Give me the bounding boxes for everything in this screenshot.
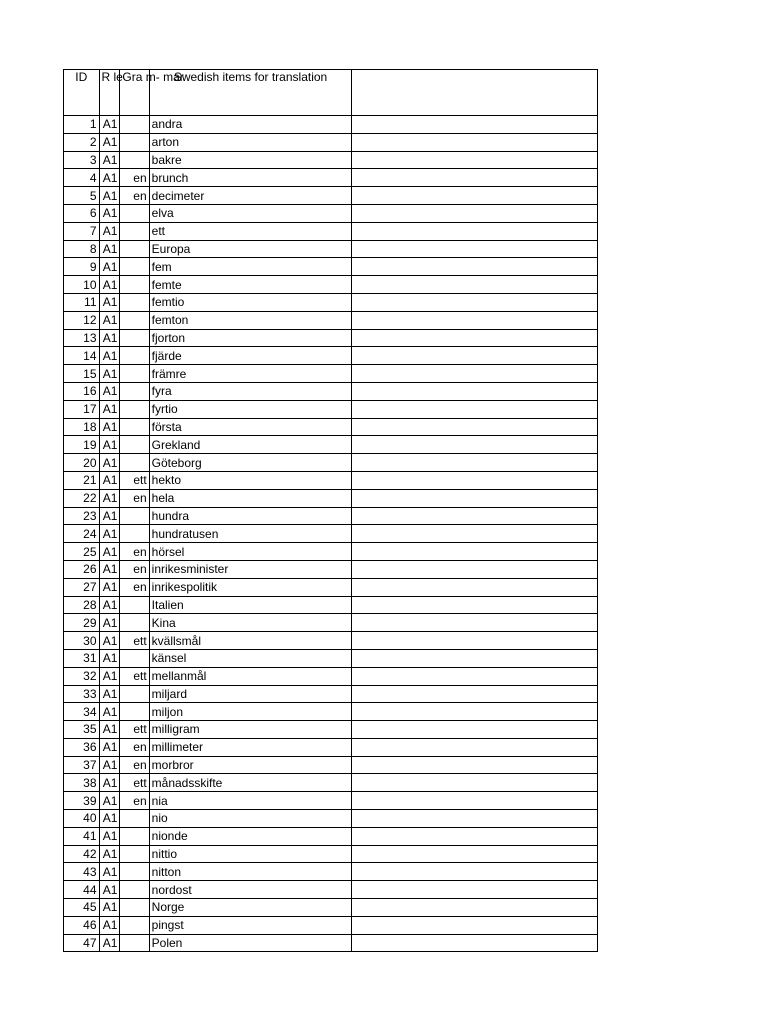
swedish-word-cell: pingst <box>149 916 352 934</box>
table-row <box>64 810 598 828</box>
level-cell: A1 <box>99 258 120 276</box>
table-row <box>64 845 598 863</box>
grammar-cell: ett <box>120 471 149 489</box>
table-row <box>64 329 598 347</box>
swedish-word-cell: hundra <box>149 507 352 525</box>
swedish-word-cell: Norge <box>149 899 352 917</box>
table-row <box>64 276 598 294</box>
level-cell: A1 <box>99 560 120 578</box>
swedish-word-cell: fyrtio <box>149 400 352 418</box>
level-cell: A1 <box>99 667 120 685</box>
swedish-word-cell: femton <box>149 311 352 329</box>
table-row <box>64 560 598 578</box>
swedish-word-cell: ett <box>149 222 352 240</box>
id-cell: 2 <box>64 133 100 151</box>
swedish-word-cell: decimeter <box>149 187 352 205</box>
translation-cell <box>352 258 598 276</box>
level-cell: A1 <box>99 756 120 774</box>
translation-cell <box>352 507 598 525</box>
level-cell: A1 <box>99 222 120 240</box>
id-cell: 25 <box>64 543 100 561</box>
grammar-cell <box>120 329 149 347</box>
table-row <box>64 311 598 329</box>
id-cell: 47 <box>64 934 100 952</box>
table-row <box>64 436 598 454</box>
id-cell: 27 <box>64 578 100 596</box>
id-cell: 6 <box>64 204 100 222</box>
translation-cell <box>352 116 598 134</box>
swedish-word-cell: känsel <box>149 649 352 667</box>
translation-cell <box>352 311 598 329</box>
translation-cell <box>352 276 598 294</box>
id-cell: 45 <box>64 899 100 917</box>
level-cell: A1 <box>99 738 120 756</box>
level-cell: A1 <box>99 471 120 489</box>
swedish-word-cell: fyra <box>149 382 352 400</box>
translation-cell <box>352 738 598 756</box>
translation-cell <box>352 489 598 507</box>
grammar-cell <box>120 204 149 222</box>
table-row <box>64 507 598 525</box>
translation-cell <box>352 899 598 917</box>
swedish-word-cell: månadsskifte <box>149 774 352 792</box>
translation-cell <box>352 614 598 632</box>
translation-cell <box>352 400 598 418</box>
grammar-cell <box>120 116 149 134</box>
id-cell: 26 <box>64 560 100 578</box>
id-cell: 39 <box>64 792 100 810</box>
swedish-word-cell: inrikesminister <box>149 560 352 578</box>
table-row <box>64 667 598 685</box>
grammar-cell <box>120 418 149 436</box>
table-row <box>64 916 598 934</box>
id-cell: 16 <box>64 382 100 400</box>
level-cell: A1 <box>99 934 120 952</box>
header-grammar: Gra m- mar <box>120 70 149 116</box>
table-row <box>64 116 598 134</box>
swedish-word-cell: elva <box>149 204 352 222</box>
swedish-word-cell: Europa <box>149 240 352 258</box>
translation-cell <box>352 792 598 810</box>
level-cell: A1 <box>99 133 120 151</box>
translation-cell <box>352 329 598 347</box>
translation-cell <box>352 916 598 934</box>
translation-cell <box>352 560 598 578</box>
level-cell: A1 <box>99 400 120 418</box>
level-cell: A1 <box>99 863 120 881</box>
grammar-cell <box>120 382 149 400</box>
translation-cell <box>352 133 598 151</box>
grammar-cell: ett <box>120 774 149 792</box>
grammar-cell <box>120 365 149 383</box>
table-row <box>64 489 598 507</box>
swedish-word-cell: femtio <box>149 293 352 311</box>
level-cell: A1 <box>99 649 120 667</box>
table-row <box>64 578 598 596</box>
table-row <box>64 863 598 881</box>
translation-cell <box>352 382 598 400</box>
level-cell: A1 <box>99 881 120 899</box>
grammar-cell <box>120 400 149 418</box>
table-row <box>64 204 598 222</box>
translation-cell <box>352 365 598 383</box>
grammar-cell <box>120 899 149 917</box>
id-cell: 4 <box>64 169 100 187</box>
translation-cell <box>352 436 598 454</box>
swedish-word-cell: miljon <box>149 703 352 721</box>
grammar-cell <box>120 222 149 240</box>
swedish-word-cell: hekto <box>149 471 352 489</box>
id-cell: 42 <box>64 845 100 863</box>
table-row <box>64 703 598 721</box>
id-cell: 10 <box>64 276 100 294</box>
id-cell: 18 <box>64 418 100 436</box>
level-cell: A1 <box>99 418 120 436</box>
table-row <box>64 827 598 845</box>
header-row <box>64 70 598 116</box>
header-id: ID <box>64 70 100 116</box>
id-cell: 17 <box>64 400 100 418</box>
swedish-word-cell: femte <box>149 276 352 294</box>
swedish-word-cell: Grekland <box>149 436 352 454</box>
header-swedish-items: Swedish items for translation <box>149 70 352 116</box>
translation-cell <box>352 756 598 774</box>
level-cell: A1 <box>99 721 120 739</box>
grammar-cell <box>120 311 149 329</box>
level-cell: A1 <box>99 774 120 792</box>
level-cell: A1 <box>99 596 120 614</box>
id-cell: 3 <box>64 151 100 169</box>
id-cell: 8 <box>64 240 100 258</box>
translation-cell <box>352 774 598 792</box>
id-cell: 32 <box>64 667 100 685</box>
id-cell: 33 <box>64 685 100 703</box>
table-row <box>64 596 598 614</box>
id-cell: 31 <box>64 649 100 667</box>
id-cell: 19 <box>64 436 100 454</box>
id-cell: 35 <box>64 721 100 739</box>
translation-cell <box>352 685 598 703</box>
translation-cell <box>352 881 598 899</box>
grammar-cell: en <box>120 738 149 756</box>
swedish-word-cell: brunch <box>149 169 352 187</box>
translation-cell <box>352 703 598 721</box>
id-cell: 36 <box>64 738 100 756</box>
id-cell: 7 <box>64 222 100 240</box>
id-cell: 46 <box>64 916 100 934</box>
level-cell: A1 <box>99 703 120 721</box>
swedish-word-cell: andra <box>149 116 352 134</box>
level-cell: A1 <box>99 916 120 934</box>
level-cell: A1 <box>99 489 120 507</box>
grammar-cell: en <box>120 187 149 205</box>
translation-cell <box>352 934 598 952</box>
id-cell: 28 <box>64 596 100 614</box>
translation-cell <box>352 471 598 489</box>
grammar-cell: ett <box>120 721 149 739</box>
table-row <box>64 400 598 418</box>
translation-cell <box>352 293 598 311</box>
grammar-cell: en <box>120 489 149 507</box>
table-row <box>64 899 598 917</box>
table-row <box>64 222 598 240</box>
swedish-word-cell: nordost <box>149 881 352 899</box>
id-cell: 40 <box>64 810 100 828</box>
id-cell: 14 <box>64 347 100 365</box>
swedish-word-cell: milligram <box>149 721 352 739</box>
table-row <box>64 738 598 756</box>
level-cell: A1 <box>99 578 120 596</box>
translation-cell <box>352 151 598 169</box>
grammar-cell: en <box>120 578 149 596</box>
table-row <box>64 934 598 952</box>
level-cell: A1 <box>99 365 120 383</box>
id-cell: 30 <box>64 632 100 650</box>
translation-cell <box>352 418 598 436</box>
grammar-cell <box>120 649 149 667</box>
table-row <box>64 418 598 436</box>
table-row <box>64 774 598 792</box>
level-cell: A1 <box>99 347 120 365</box>
swedish-word-cell: miljard <box>149 685 352 703</box>
translation-cell <box>352 596 598 614</box>
id-cell: 38 <box>64 774 100 792</box>
id-cell: 44 <box>64 881 100 899</box>
level-cell: A1 <box>99 685 120 703</box>
translation-cell <box>352 543 598 561</box>
level-cell: A1 <box>99 116 120 134</box>
grammar-cell: en <box>120 560 149 578</box>
swedish-word-cell: nionde <box>149 827 352 845</box>
grammar-cell <box>120 685 149 703</box>
table-row <box>64 525 598 543</box>
table-row <box>64 169 598 187</box>
level-cell: A1 <box>99 436 120 454</box>
swedish-word-cell: främre <box>149 365 352 383</box>
level-cell: A1 <box>99 810 120 828</box>
table-row <box>64 151 598 169</box>
swedish-word-cell: nia <box>149 792 352 810</box>
grammar-cell: en <box>120 756 149 774</box>
swedish-word-cell: arton <box>149 133 352 151</box>
table-row <box>64 240 598 258</box>
swedish-word-cell: nitton <box>149 863 352 881</box>
grammar-cell <box>120 151 149 169</box>
table-row <box>64 792 598 810</box>
translation-cell <box>352 827 598 845</box>
swedish-word-cell: kvällsmål <box>149 632 352 650</box>
grammar-cell <box>120 916 149 934</box>
id-cell: 11 <box>64 293 100 311</box>
swedish-word-cell: fjorton <box>149 329 352 347</box>
header-level: R le <box>99 70 120 116</box>
table-row <box>64 881 598 899</box>
swedish-word-cell: fjärde <box>149 347 352 365</box>
id-cell: 29 <box>64 614 100 632</box>
id-cell: 12 <box>64 311 100 329</box>
id-cell: 13 <box>64 329 100 347</box>
swedish-word-cell: morbror <box>149 756 352 774</box>
grammar-cell <box>120 525 149 543</box>
level-cell: A1 <box>99 240 120 258</box>
swedish-word-cell: Göteborg <box>149 454 352 472</box>
table-row <box>64 721 598 739</box>
table-row <box>64 382 598 400</box>
level-cell: A1 <box>99 151 120 169</box>
translation-cell <box>352 632 598 650</box>
swedish-word-cell: hörsel <box>149 543 352 561</box>
grammar-cell: ett <box>120 667 149 685</box>
table-row <box>64 685 598 703</box>
grammar-cell <box>120 827 149 845</box>
id-cell: 21 <box>64 471 100 489</box>
table-row <box>64 187 598 205</box>
id-cell: 15 <box>64 365 100 383</box>
grammar-cell <box>120 258 149 276</box>
swedish-word-cell: inrikespolitik <box>149 578 352 596</box>
translation-cell <box>352 578 598 596</box>
table-row <box>64 614 598 632</box>
swedish-word-cell: hela <box>149 489 352 507</box>
grammar-cell <box>120 863 149 881</box>
id-cell: 20 <box>64 454 100 472</box>
grammar-cell <box>120 454 149 472</box>
swedish-word-cell: första <box>149 418 352 436</box>
swedish-word-cell: nio <box>149 810 352 828</box>
translation-cell <box>352 240 598 258</box>
table-row <box>64 649 598 667</box>
grammar-cell <box>120 276 149 294</box>
id-cell: 37 <box>64 756 100 774</box>
level-cell: A1 <box>99 827 120 845</box>
id-cell: 1 <box>64 116 100 134</box>
translation-cell <box>352 222 598 240</box>
table-row <box>64 632 598 650</box>
table-row <box>64 258 598 276</box>
translation-cell <box>352 187 598 205</box>
grammar-cell <box>120 845 149 863</box>
grammar-cell <box>120 436 149 454</box>
translation-cell <box>352 347 598 365</box>
table-row <box>64 471 598 489</box>
grammar-cell: en <box>120 543 149 561</box>
level-cell: A1 <box>99 543 120 561</box>
translation-cell <box>352 525 598 543</box>
level-cell: A1 <box>99 187 120 205</box>
level-cell: A1 <box>99 614 120 632</box>
table-row <box>64 133 598 151</box>
translation-cell <box>352 845 598 863</box>
table-row <box>64 293 598 311</box>
translation-cell <box>352 649 598 667</box>
table-row <box>64 365 598 383</box>
grammar-cell: en <box>120 169 149 187</box>
swedish-word-cell: nittio <box>149 845 352 863</box>
swedish-word-cell: millimeter <box>149 738 352 756</box>
translation-cell <box>352 721 598 739</box>
table-row <box>64 347 598 365</box>
grammar-cell <box>120 507 149 525</box>
level-cell: A1 <box>99 507 120 525</box>
grammar-cell <box>120 934 149 952</box>
grammar-cell <box>120 133 149 151</box>
vocabulary-table <box>63 69 598 952</box>
swedish-word-cell: Polen <box>149 934 352 952</box>
grammar-cell <box>120 703 149 721</box>
grammar-cell <box>120 347 149 365</box>
level-cell: A1 <box>99 204 120 222</box>
grammar-cell <box>120 810 149 828</box>
level-cell: A1 <box>99 792 120 810</box>
id-cell: 22 <box>64 489 100 507</box>
id-cell: 43 <box>64 863 100 881</box>
level-cell: A1 <box>99 169 120 187</box>
table-row <box>64 454 598 472</box>
level-cell: A1 <box>99 329 120 347</box>
translation-cell <box>352 863 598 881</box>
level-cell: A1 <box>99 293 120 311</box>
id-cell: 24 <box>64 525 100 543</box>
translation-cell <box>352 667 598 685</box>
level-cell: A1 <box>99 525 120 543</box>
translation-cell <box>352 810 598 828</box>
grammar-cell: en <box>120 792 149 810</box>
id-cell: 34 <box>64 703 100 721</box>
swedish-word-cell: Italien <box>149 596 352 614</box>
table-row <box>64 756 598 774</box>
translation-cell <box>352 454 598 472</box>
level-cell: A1 <box>99 632 120 650</box>
grammar-cell <box>120 240 149 258</box>
swedish-word-cell: hundratusen <box>149 525 352 543</box>
table-row <box>64 543 598 561</box>
swedish-word-cell: Kina <box>149 614 352 632</box>
grammar-cell: ett <box>120 632 149 650</box>
translation-cell <box>352 169 598 187</box>
level-cell: A1 <box>99 899 120 917</box>
id-cell: 23 <box>64 507 100 525</box>
level-cell: A1 <box>99 276 120 294</box>
id-cell: 9 <box>64 258 100 276</box>
level-cell: A1 <box>99 382 120 400</box>
grammar-cell <box>120 293 149 311</box>
swedish-word-cell: mellanmål <box>149 667 352 685</box>
level-cell: A1 <box>99 845 120 863</box>
level-cell: A1 <box>99 454 120 472</box>
id-cell: 41 <box>64 827 100 845</box>
translation-cell <box>352 204 598 222</box>
swedish-word-cell: bakre <box>149 151 352 169</box>
header-translation <box>352 70 598 116</box>
grammar-cell <box>120 881 149 899</box>
level-cell: A1 <box>99 311 120 329</box>
id-cell: 5 <box>64 187 100 205</box>
grammar-cell <box>120 596 149 614</box>
grammar-cell <box>120 614 149 632</box>
swedish-word-cell: fem <box>149 258 352 276</box>
